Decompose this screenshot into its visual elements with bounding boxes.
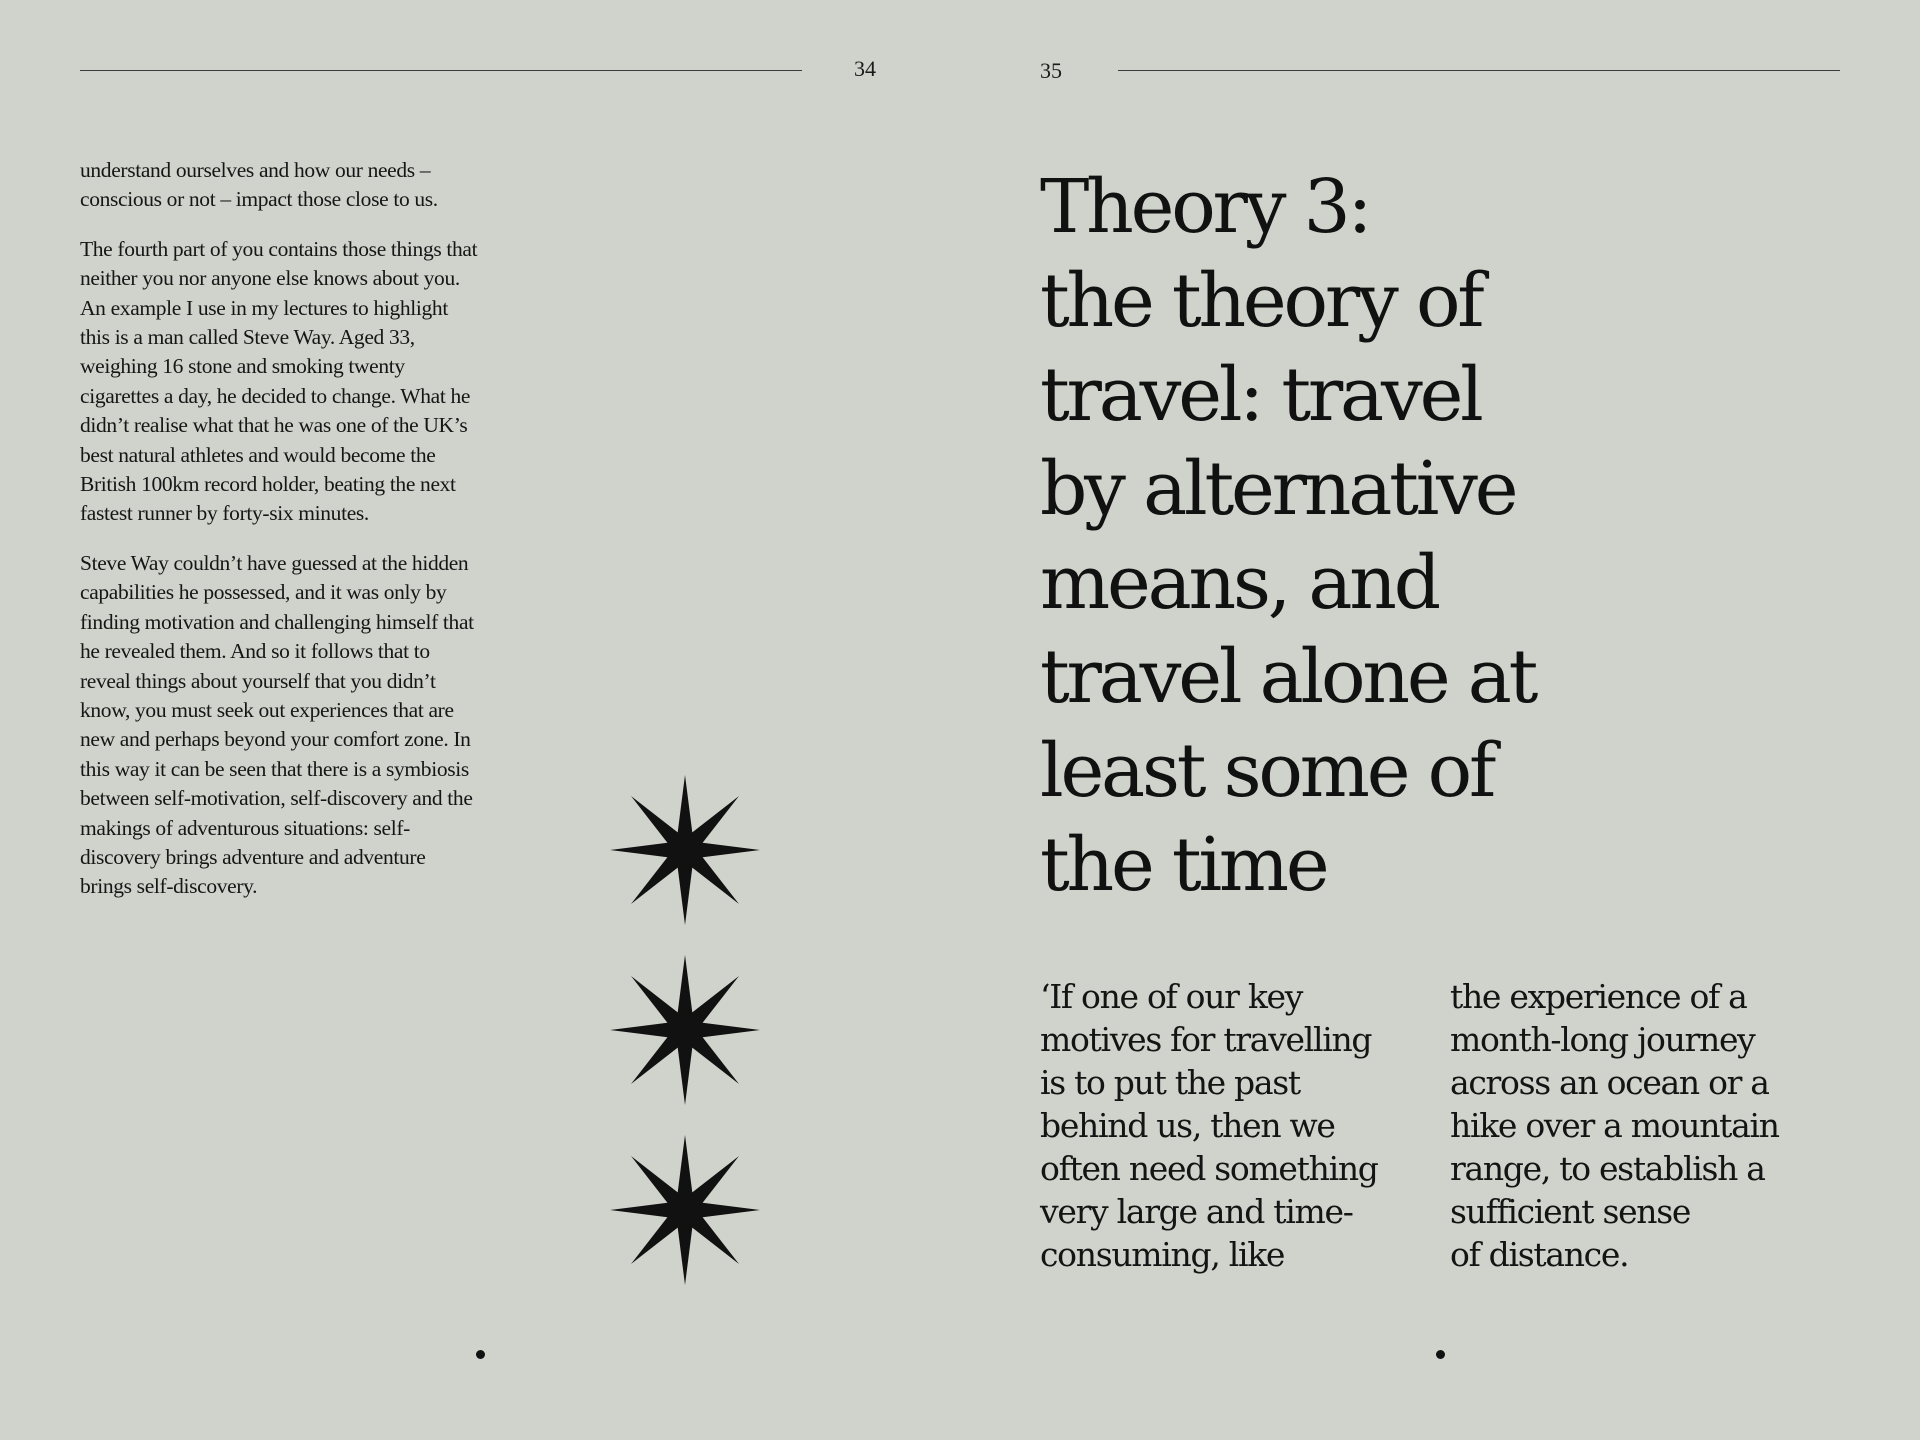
headline-line: means, and — [1040, 540, 1438, 626]
page-number-right: 35 — [1040, 58, 1062, 83]
quote-line: across an ocean or a — [1450, 1063, 1769, 1102]
footer-dot-right — [1436, 1350, 1445, 1359]
headline-line: travel alone at — [1040, 634, 1536, 720]
page-number-left: 34 — [854, 56, 876, 81]
quote-line: motives for travelling — [1040, 1020, 1372, 1059]
header-rule-right — [1118, 70, 1840, 71]
quote-line: behind us, then we — [1040, 1106, 1335, 1145]
body-paragraph: The fourth part of you contains those things that neither you nor anyone else knows about you. An example I use in my lectures to highlight this is a man called Steve Way. Aged 33, weighing 16 stone and smoking twenty cigarettes a day, he decided to change. What he didn’t realise what that he was one of the UK’s best natural athletes and would become the British 100km record holder, beating the next fastest runner by forty-six minutes. — [80, 236, 478, 526]
quote-line: month-long journey — [1450, 1020, 1755, 1059]
quote-line: consuming, like — [1040, 1235, 1285, 1274]
pull-quote-column-1 — [1040, 975, 1440, 1276]
eight-point-star-icon — [600, 770, 770, 930]
headline-line: Theory 3: — [1040, 164, 1370, 250]
headline-line: travel: travel — [1040, 352, 1481, 438]
body-paragraph: Steve Way couldn’t have guessed at the hidden capabilities he possessed, and it was only by finding motivation and challenging himself that he revealed them. And so it follows that to reveal things about yourself that you didn’t know, you must seek out experiences that are new and perhaps beyond your comfort zone. In this way it can be seen that there is a symbiosis between self-motivation, self-discovery and the makings of adventurous situations: self-discovery brings adventure and adventure brings self-discovery. — [80, 550, 474, 899]
eight-point-star-icon — [600, 950, 770, 1110]
headline-line: the time — [1040, 822, 1327, 908]
header-rule-left — [80, 70, 802, 71]
article-headline — [1040, 160, 1840, 912]
quote-line: very large and time- — [1040, 1192, 1353, 1231]
pull-quote-column-2 — [1450, 975, 1850, 1276]
body-text-column — [80, 156, 480, 922]
quote-line: often need something — [1040, 1149, 1378, 1188]
headline-line: the theory of — [1040, 258, 1482, 344]
eight-point-star-icon — [600, 1130, 770, 1290]
quote-line: ‘If one of our key — [1040, 977, 1303, 1016]
quote-line: of distance. — [1450, 1235, 1629, 1274]
footer-dot-left — [476, 1350, 485, 1359]
quote-line: is to put the past — [1040, 1063, 1300, 1102]
quote-line: range, to establish a — [1450, 1149, 1765, 1188]
headline-line: by alternative — [1040, 446, 1516, 532]
quote-line: sufficient sense — [1450, 1192, 1691, 1231]
quote-line: hike over a mountain — [1450, 1106, 1779, 1145]
body-paragraph: understand ourselves and how our needs – conscious or not – impact those close to us. — [80, 158, 438, 212]
headline-line: least some of — [1040, 728, 1494, 814]
star-ornaments — [600, 770, 770, 1290]
quote-line: the experience of a — [1450, 977, 1747, 1016]
